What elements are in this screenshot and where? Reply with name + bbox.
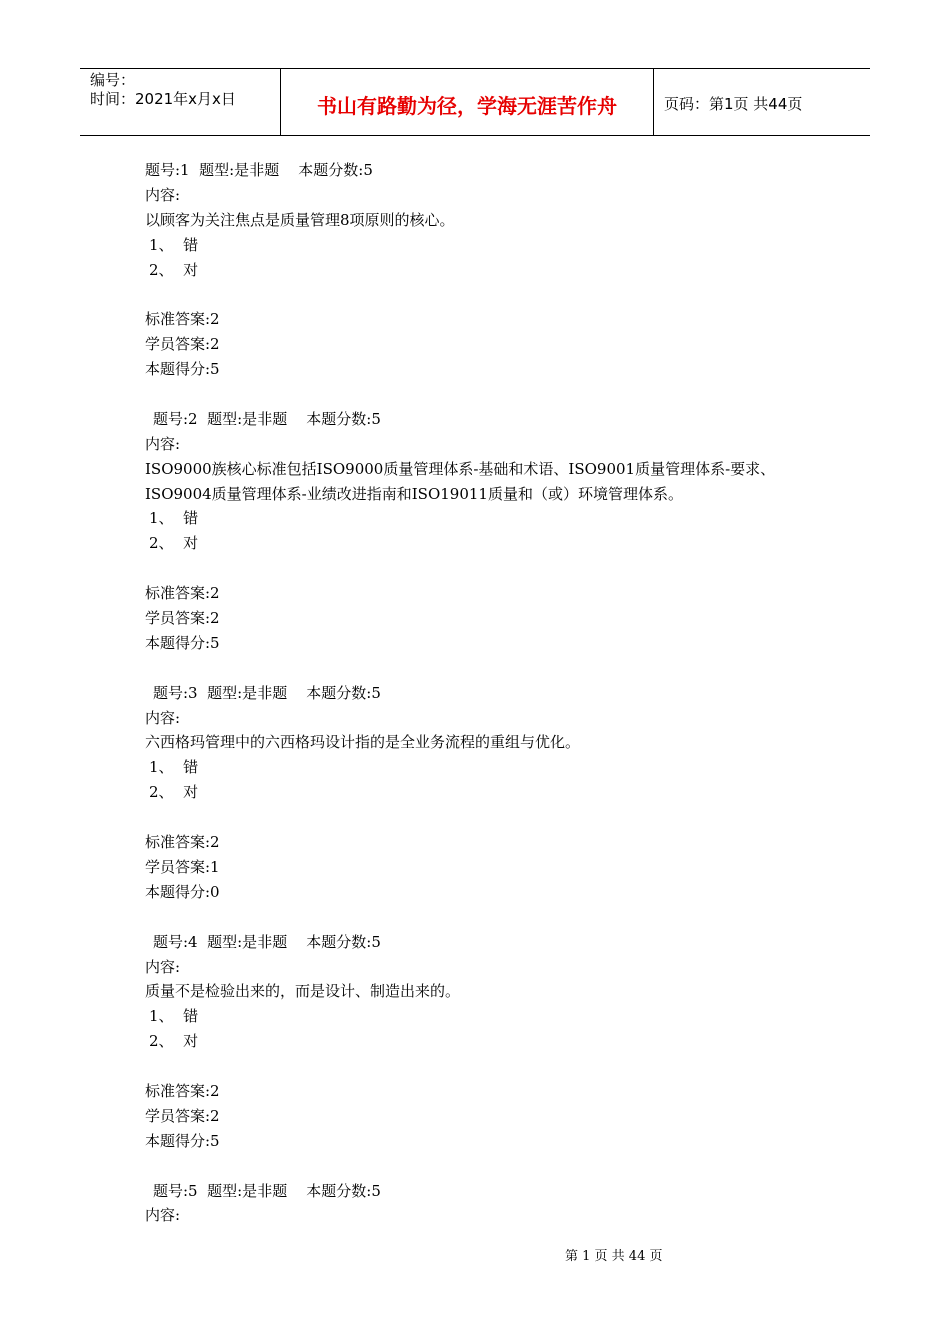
student-answer: 学员答案:2 xyxy=(145,1106,220,1125)
option-item: 2、 对 xyxy=(149,783,199,802)
option-item: 1、 错 xyxy=(149,235,199,254)
content-label: 内容: xyxy=(145,708,181,727)
option-item: 1、 错 xyxy=(149,1007,199,1026)
standard-answer: 标准答案:2 xyxy=(145,584,220,603)
question-block xyxy=(145,681,845,930)
option-item: 1、 错 xyxy=(149,509,199,528)
question-text: ISO9004质量管理体系-业绩改进指南和ISO19011质量和（或）环境管理体系。 xyxy=(145,484,683,503)
question-block xyxy=(145,930,845,1179)
question-score: 本题得分:0 xyxy=(145,882,220,901)
option-item: 1、 错 xyxy=(149,758,199,777)
option-item: 2、 对 xyxy=(149,1032,199,1051)
question-block xyxy=(145,407,845,681)
student-answer: 学员答案:2 xyxy=(145,609,220,628)
document-body xyxy=(145,158,845,1228)
question-header: 题号:5 题型:是非题 本题分数:5 xyxy=(153,1181,381,1200)
question-score: 本题得分:5 xyxy=(145,633,220,652)
option-item: 2、 对 xyxy=(149,534,199,553)
page-header xyxy=(80,68,870,136)
question-score: 本题得分:5 xyxy=(145,1131,220,1150)
time-label: 时间：2021年x月x日 xyxy=(90,90,236,108)
header-meta xyxy=(80,69,281,135)
question-block xyxy=(145,158,845,407)
question-text: 以顾客为关注焦点是质量管理8项原则的核心。 xyxy=(145,210,455,229)
question-text: ISO9000族核心标准包括ISO9000质量管理体系-基础和术语、ISO9001质量管理体系-要求、 xyxy=(145,459,776,478)
standard-answer: 标准答案:2 xyxy=(145,833,220,852)
content-label: 内容: xyxy=(145,434,181,453)
standard-answer: 标准答案:2 xyxy=(145,1081,220,1100)
header-motto: 书山有路勤为径，学海无涯苦作舟 xyxy=(281,69,654,135)
question-header: 题号:4 题型:是非题 本题分数:5 xyxy=(153,932,381,951)
question-header: 题号:1 题型:是非题 本题分数:5 xyxy=(145,161,373,179)
question-text: 六西格玛管理中的六西格玛设计指的是全业务流程的重组与优化。 xyxy=(145,733,581,752)
content-label: 内容: xyxy=(145,185,181,204)
standard-answer: 标准答案:2 xyxy=(145,310,220,329)
option-item: 2、 对 xyxy=(149,260,199,279)
content-label: 内容: xyxy=(145,1206,181,1225)
question-header: 题号:2 题型:是非题 本题分数:5 xyxy=(153,409,381,428)
question-header: 题号:3 题型:是非题 本题分数:5 xyxy=(153,683,381,702)
student-answer: 学员答案:2 xyxy=(145,335,220,354)
content-label: 内容: xyxy=(145,957,181,976)
page-footer: 第 1 页 共 44 页 xyxy=(565,1249,663,1264)
question-score: 本题得分:5 xyxy=(145,360,220,379)
serial-label: 编号： xyxy=(90,71,136,89)
question-text: 质量不是检验出来的，而是设计、制造出来的。 xyxy=(145,982,461,1001)
header-page-number: 页码：第1页 共44页 xyxy=(664,94,803,113)
student-answer: 学员答案:1 xyxy=(145,857,220,876)
question-block xyxy=(145,1179,845,1229)
